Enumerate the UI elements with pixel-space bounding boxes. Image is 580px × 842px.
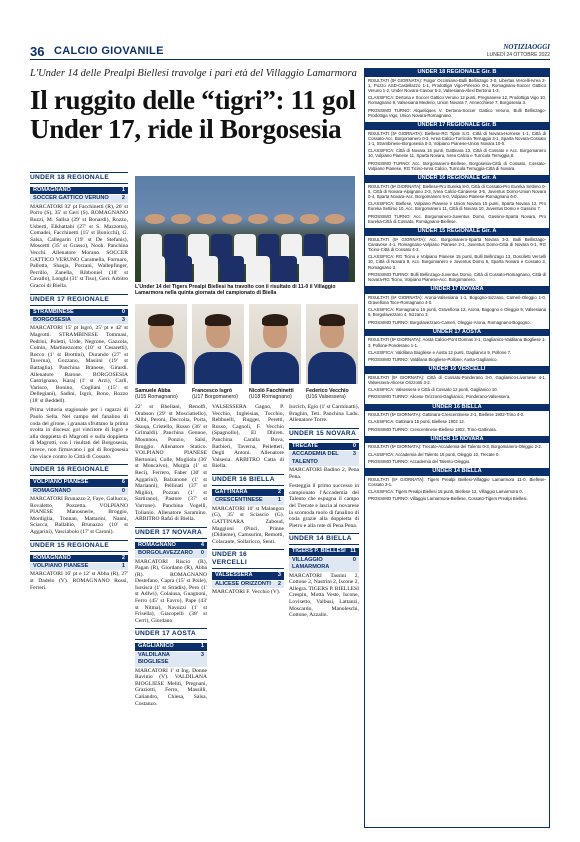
article-headline: Il ruggito delle “tigri”: 11 gol Under 17, ride il Borgosesia	[30, 85, 356, 144]
section-heading: UNDER 15 NOVARA	[289, 428, 359, 440]
match-report: MARCATORI 1' st Ing. Donne Ravinio (V). VALDILANA BIOGLIESE Meliti, Pregnani, Graziotti, Ferro, Massilli, Caliandro, Chiesa, Salsa, Costanzo.	[135, 667, 207, 707]
column-text: Iurcich, Egio (1' st Carminatti), Braghin, Teti. Panchina Ladu. Allenatore Torre.	[289, 404, 359, 424]
section-heading: UNDER 17 REGIONALE	[30, 294, 128, 306]
panel-paragraph: PROSSIMO TURNO: Acc. Borgomanero-Juventus Domo, Gassino-Sparta Novara, Pro Eureka-Città di Cossato, Romagnano-Biellese.	[368, 213, 546, 224]
team-score: 0	[121, 308, 125, 315]
team-name: STRAMBINESE	[33, 308, 74, 315]
panel-paragraph: RISULTATI (5ª GIORNATA): Gattinara-Crescentinese 2-1, Biellese 1902-Trino 4-0.	[368, 412, 525, 418]
panel-band: UNDER 17 AOSTA	[365, 329, 549, 337]
panel-paragraph: CLASSIFICA: Romagnano 15 punti, Gravellona 12, Arona, Bogogno e Oleggio 9, Valsesiana 6, Borgolavezzaro 4, Sizzano 3.	[368, 307, 546, 318]
match-report: MARCATORI 10' st Malangon (G), 35' st Sciascio (G). GATTINARA Zaboud, Maggioni (Pinci, Prinne (Didieme), Camsurim, Remotti, Colacante, Sollaricco, Senti.	[212, 505, 284, 545]
team-score: 1	[277, 497, 281, 504]
panel-paragraph: CLASSIFICA: Valsessera e Città di Cossato 12 punti, Gaglianico 10.	[368, 387, 498, 393]
match-report: MARCATORI Badino 2, Pena Pena.	[289, 467, 359, 480]
team-name: VOLPIANO PIANESE	[33, 563, 89, 569]
portrait-caption: Francesco Isgrò (U17 Borgomanero)	[192, 388, 238, 400]
results-column-4	[289, 404, 359, 828]
team-name: ROMAGNANO	[33, 554, 71, 561]
panel-paragraph: RISULTATI (5ª GIORNATA): Trecate-Accademia del Talento 0-3, Borgomanero-Oleggio 2-2.	[368, 444, 543, 450]
team-name: BORGOLAVEZZARO	[138, 550, 193, 557]
team-score: 11	[350, 548, 356, 555]
team-score: 0	[200, 550, 204, 557]
standings-panel	[364, 68, 550, 828]
score-row	[30, 488, 128, 495]
panel-paragraph: PROSSIMO TURNO: Bulli Bellinzago-Juventus Domo, Città di Cossato-Romagnano, Città di Novara-RG Ticino, Volpiano Pianese-Acc. Borgomanero.	[368, 271, 546, 283]
team-name: CRESCENTINESE	[215, 497, 263, 504]
panel-paragraph: RISULTATI (5ª GIORNATA): Acc. Borgomanero-Sparta Novara 3-2, Bulli Bellinzago-Canavese 4-1, Romagnano-Volpiano Pianese 2-1, Juventus Domo-Città di Novara 0-1, RG Ticino-Città di Cossato 4-2.	[368, 236, 546, 253]
team-name: ROMAGNANO	[33, 487, 71, 494]
panel-paragraph: RISULTATI (5ª GIORNATA): Arona-Valsesiana 1-1, Bogogno-Sizzano, Cameri-Oleggio 1-0, Gravellona Toce-Romagnano 4-0.	[368, 294, 546, 306]
team-name: SOCCER GATTICO VERUNO	[33, 195, 109, 202]
section-heading: UNDER 17 AOSTA	[135, 628, 207, 640]
panel-paragraph: RISULTATI (5ª GIORNATA): Città di Cossato-Ponderano 3-0, Gaglianico-Livornese 4-1, Valsessera-Alicese Orizzonti 3-2.	[368, 374, 546, 386]
player-portrait	[306, 304, 358, 384]
match-report: MARCATORI 16' pt e 12' st Abba (R), 27' st Dadelo (V). ROMAGNANO Rossi, Ferreri.	[30, 571, 128, 591]
team-score: 1	[121, 187, 125, 193]
section-heading: UNDER 16 REGIONALE	[30, 464, 128, 476]
score-row	[30, 317, 128, 324]
page-number: 36	[30, 44, 45, 59]
section-heading: UNDER 17 NOVARA	[135, 527, 207, 539]
panel-paragraph: PROSSIMO TURNO: Accademia del Talento-Oleggio.	[368, 458, 471, 464]
team-score: 1	[121, 563, 125, 569]
score-row	[30, 187, 128, 194]
portrait-caption: Nicolò Facchinetti (U18 Romagnano)	[249, 388, 294, 400]
panel-band: UNDER 14 BIELLA	[365, 468, 549, 476]
score-row	[289, 451, 359, 466]
team-name: ALICESE ORIZZONTI	[215, 580, 271, 587]
panel-paragraph: RISULTATI (5ª GIORNATA): Biellese-Pro Eureka 8-0, Città di Cossato-Pro Eureka Settimo 0-5, Città di Novara-Alpignano 2-3, Ivrea Calcio-Canavese 3-5, Juventus Domo-Union Novara 0-4, Sparta Novara-Acc. Borgomanero 5-0, Volpiano Pianese-Romagnano 6-0.	[368, 183, 546, 200]
brand-logo: NOTIZIAOGGI	[503, 43, 550, 51]
score-row	[135, 643, 207, 650]
article-body: Festeggia il primo successo in campionato l'Accademia del Talento che espugna il campo del Trecate e lascia al novarese la scomoda ruolo di fanalino di coda grazie alla doppietta di Pietro e alla rete di Pena Pena.	[289, 483, 359, 529]
issue-date: LUNEDÌ 24 OTTOBRE 2022	[486, 52, 550, 58]
team-name: TRECATE	[292, 442, 318, 449]
panel-paragraph: RISULTATI (5ª GIORNATA): Aosta Calcio-Pont Donnas 2-1, Gaglianico-Valdilana Biogliese 1-3, Pollone-Ponderano 1-1.	[368, 337, 546, 348]
team-name: BORGOSESIA	[33, 316, 71, 323]
team-name: VALSESSERA	[215, 572, 253, 579]
team-score: 2	[277, 580, 281, 587]
panel-paragraph: CLASSIFICA: Valdilana Biogliese e Aosta 12 punti, Gaglianico 9, Pollone 7.	[368, 349, 512, 355]
team-score: 2	[121, 195, 125, 202]
section-heading: UNDER 15 REGIONALE	[30, 540, 128, 552]
team-score: 2	[121, 554, 125, 561]
team-score: 3	[277, 572, 281, 579]
score-row	[212, 497, 284, 504]
panel-text	[365, 443, 549, 468]
panel-paragraph: CLASSIFICA: Città di Novara 15 punti, Gattinara 13, Città di Cossato e Acc. Borgomanero 10, Volpiano Pianese 11, Sparta Novara, Ivrea Calcio e Turricola Terruggia 8.	[368, 148, 546, 159]
score-row	[30, 309, 128, 316]
section-heading: UNDER 14 BIELLA	[289, 533, 359, 545]
team-score: 3	[200, 651, 204, 658]
score-row	[30, 555, 128, 562]
panel-paragraph: RISULTATI (5ª GIORNATA): Fulgor Occimiano-Bulli Bellinzago 3-0, Libertas Vercelli-Ivrea 2-1, Pozzo ASD-Castellazzo 1-1, Prodottiga Vigo-Pinerolo 0-1, Romagnano-Soccer Gattico Veruno 1-2, Under Novara-Cavour 5-2, Valsesiana-Alexi Dertona 1-3.	[368, 77, 546, 93]
team-score: 0	[121, 487, 125, 494]
results-column-left	[30, 168, 128, 828]
panel-text	[365, 77, 549, 122]
team-name: VALDILANA BIOGLIESE	[138, 651, 170, 666]
section-heading: UNDER 16 VERCELLI	[212, 549, 284, 569]
panel-band: UNDER 16 VERCELLI	[365, 366, 549, 374]
player-portrait	[192, 304, 244, 384]
player-portrait	[135, 304, 187, 384]
panel-paragraph: CLASSIFICA: Tigers Prealpi Biellesi 15 punti, Biellese 12, Villaggio Lamarmora 0.	[368, 489, 523, 495]
match-report: MARCATORI Tassini 2, Cottone 2, Nastrini 2, Iscone 2, Allegra. TIGERS P. BIELLESI Crespin, Motta Veste, Iscone, Lovisetto, Valbusi, Lattanzi, Moscardo, Manoleschi, Cottone, Azzalin.	[289, 572, 359, 619]
panel-text	[365, 374, 549, 404]
team-score: 2	[277, 488, 281, 495]
team-score: 3	[352, 451, 356, 458]
score-row	[212, 581, 284, 588]
panel-band: UNDER 16 BIELLA	[365, 404, 549, 412]
panel-paragraph: PROSSIMO TURNO: Valdilana Biogliese-Pollone, Aosta-Gaglianico.	[368, 357, 498, 363]
team-name: GAGLIANICO	[138, 643, 174, 650]
score-row	[30, 563, 128, 570]
score-row	[30, 195, 128, 202]
team-name: GATTINARA	[215, 488, 248, 495]
panel-paragraph: CLASSIFICA: RG Ticino e Volpiano Pianese 15 punti, Bulli Bellinzago 13, Dosciletti Vercelli 10, Città di Novara 9, Acc. Borgomanero e Juventus Domo 6, Sparta Novara e Cossato 3, Romagnano 3.	[368, 254, 546, 270]
panel-paragraph: CLASSIFICA: Gattinara 15 punti, Biellese 1902 12.	[368, 419, 465, 425]
team-name: TIGERS P. BIELLESI	[292, 548, 346, 555]
score-row	[212, 572, 284, 579]
panel-paragraph: CLASSIFICA: Biellese, Volpiano Pianese e Union Novara 15 punti, Sparta Novara 12, Pro Eureka Settimo 10, Acc. Borgomanero 11, Città di Novara 10, Juventus Domo e Gassino 7.	[368, 201, 546, 212]
team-score: 1	[200, 643, 204, 650]
panel-paragraph: PROSSIMO TURNO: Acc. Borgomanero-Biellese, Borgosesia-Città di Cossato, Cossato-Volpiano Pianese, RG Ticino-Ivrea Calcio, Turricola Terruggia-Città di Novara.	[368, 160, 546, 171]
panel-band: UNDER 15 NOVARA	[365, 436, 549, 444]
panel-band: UNDER 16 REGIONALE Gir. A	[365, 175, 549, 183]
team-name: VILLAGGIO LAMARMORA	[292, 556, 330, 571]
panel-text	[365, 130, 549, 175]
panel-text	[365, 294, 549, 329]
score-row	[212, 489, 284, 496]
match-report: MARCATORI 32' pt Facchinetti (R), 26' st Porro (S), 35' st Geri (S). ROMAGNANO Buzzi, M. Sallsa (29' st Bonardi), Rozzo, Usberti, Elkhattabi (27' st S. Mazzotta), Comadei, Facchinetti (15' st Bonicchi), G. Salsa, Callegarin (19' st De Stefanis), Moscetti (35' st Grasso), Nooh. Panchina Vecchi. Allenatore Morano. SOCCER GATTICO VERUNO Caramella, Formaro, Pallotta, Shaqja, Porzani, Wallepfinger, Perrillo, Zanella, Ribboniel (18' st Cavallo), Longhi (31' st Tiso), Geri. Arbitro Gracoi di Biella.	[30, 203, 128, 289]
portrait-caption: Federico Vecchio (U16 Valsessera)	[306, 388, 349, 400]
team-name: ROMAGNANO	[138, 541, 176, 548]
team-score: 3	[121, 316, 125, 323]
panel-paragraph: RISULTATI (5ª GIORNATA): Tigers Prealpi Biellesi-Villaggio Lamarmora 11-0, Biellese-Cossato 3-1.	[368, 476, 546, 487]
panel-text	[365, 476, 549, 506]
score-row	[135, 550, 207, 557]
team-name: ACCADEMIA DEL TALENTO	[292, 451, 339, 465]
panel-band: UNDER 17 NOVARA	[365, 286, 549, 294]
panel-text	[365, 236, 549, 287]
panel-band: UNDER 18 REGIONALE Gir. B	[365, 69, 549, 77]
team-score: 0	[352, 556, 356, 563]
panel-paragraph: CLASSIFICA: Dertona e Soccer Gattico Veruno 12 punti, Pregnanese 12, Prodottiga Vigo 10, Romagnano 9, Valsesiana Mederio, Union Novara 7, Annecchiese 7, Borgosesia 3.	[368, 95, 546, 106]
panel-paragraph: PROSSIMO TURNO: Borgolavezzaro-Cameri, Oleggio-Arona, Romagnano-Bogogno.	[368, 319, 531, 325]
panel-paragraph: PROSSIMO TURNO: Crescentinese-Biellese 1902, Trino-Gattinara.	[368, 426, 497, 432]
portrait-caption: Samuele Abba (U15 Romagnano)	[135, 388, 178, 400]
panel-text	[365, 411, 549, 436]
score-row	[289, 548, 359, 555]
score-row	[135, 542, 207, 549]
score-row	[289, 557, 359, 572]
section-heading: UNDER 18 REGIONALE	[30, 172, 128, 184]
results-column-3	[212, 404, 284, 828]
match-report: MARCATORI Brunazzo 2, Faye, Gallucco, Rovaletto, Pozzetta. VOLPIANO PIANESE Manosnerie, Broggio, Mordiglia, Tonnan, Mattarini, Nanni, Sciacca, Ballabio, Brunazzo (10' st Aggarini), Vasciabolo (17' st Caroni).	[30, 496, 128, 535]
score-row	[289, 443, 359, 450]
match-report: MARCATORI Riscio (R), Pagan (R), Giordano (R), Abba (R). ROMAGNANO Destefano, Capra (15' st Poile), Iursisca (1' st Stradis), Pero (1' st Adlwi), Colaiusa, Guagnoni, Ferro (45' st Favro), Pape (43' st Nitma), Navuzzi (1' st Frisella), Giacopelli (38' st Cerri), Giordano.	[135, 558, 207, 624]
section-heading: UNDER 16 BIELLA	[212, 474, 284, 486]
team-photo	[135, 176, 355, 282]
section-title: CALCIO GIOVANILE	[54, 45, 164, 57]
panel-paragraph: PROSSIMO TURNO: Alqueliques V. Dertona-Soccer Gattico Veruno, Bulli Bellinzago-Prodottiga Vigo, Union Novara-Romagnano.	[368, 107, 546, 118]
panel-paragraph: PROSSIMO TURNO: Villaggio Lamarmora-Biellese, Cossato-Tigers Prealpi Biellesi.	[368, 496, 528, 502]
results-column-2	[135, 404, 207, 828]
match-report: MARCATORI F. Vecchio (V).	[212, 589, 281, 596]
panel-paragraph: PROSSIMO TURNO: Alicese Orizzonti-Gaglianico, Ponderano-Valsessera.	[368, 394, 511, 400]
team-name: ROMAGNANO	[33, 187, 71, 193]
score-row	[135, 652, 207, 667]
player-portrait	[249, 304, 301, 384]
article-kicker: L'Under 14 delle Prealpi Biellesi travolge i pari età del Villaggio Lamarmora	[30, 68, 357, 79]
team-name: VOLPIANO PIANESE	[33, 479, 89, 486]
score-row	[30, 479, 128, 486]
column-text: 22' st Bhellani, Renolfi, Orabson (29' st Mosciatiello), Alibi, Peroni, Deccolta, Porta, Skuqa, Cristello, Russo (36' st Grimaldi). Panchina Gennoe, Mounnou, Ponzio, Salsi, Broggio. Allenatore Statico. VOLPIANO PIANESE Bertonini, Colle, Mogliola (36' st Moncalvo), Murgia (1' st Reci), Ferrero, Faber (30' st Aggarini), Balzanone (1' st Marianni), Pellinati (37' st Miglio), Pozzan (1' st Sartirano), Pastore (37' st Varrone). Panchina Vogelli, Tolianio. Allenatore Saramino. ARBITRO Rafaï di Biella.	[135, 404, 207, 523]
team-score: 6	[121, 479, 125, 486]
team-score: 4	[200, 541, 204, 548]
article-body: Prima vittoria stagionale per i ragazzi di Paolo Sella. Nel campo del fanalino di coda del girone, i granata sfruttano la prima svolta in discesa: gol vincitore di Isgrò e alla doppietta di Magrotti e sulla doppietta di Magrotti, con i risultati del Borgosesia, invece, non firmavano i gol di Borgosesia che vince contro lo Città di Cossato.	[30, 407, 128, 460]
team-score: 0	[352, 442, 356, 449]
match-report: MARCATORI 15' pt Isgrò, 25' pt e 42' st Magrotti. STRAMBINESE Tommasi, Pedrini, Poletti, Urde, Negrone, Gazzola, Comin, Martinezzotto (10' st Cesaretti), Rocco (1' st Brottini), Durando (27' st Taverna), Gozzano, Masiini (19' st Battaglia). Panchina Branese, Girardi. Allenatore Barone. BORGOSESIA Castrignano, Karaj (1' st Arzi), Carli, Varisco, Bonino, Cogliani (15' st Dellegiani), Sadini, Isgrò, Bono, Rozzo (18' st Beddell).	[30, 325, 128, 404]
panel-paragraph: RISULTATI (5ª GIORNATA): Biellese-RG Tipite S.G. Città di Novara-Hornese 1-1, Città di Cossato-Acc. Borgomanero 0-3, Ivrea Calcio-Turricola Terruggia 3-1, Sparta Novara-Cossato 1-1, Strambinese-Borgosesia 0-3, Volpiano Pianese-Union Novara 10-0.	[368, 130, 546, 147]
panel-paragraph: CLASSIFICA: Accademia del Talento 15 punti, Oleggio 10, Trecate 0.	[368, 451, 500, 457]
panel-text	[365, 183, 549, 228]
team-photo-caption: L'Under 14 dei Tigers Prealpi Biellesi ha travolto con il risultato di 11-0 il Villaggio Lamarmora nella quinta giornata del campionato di Biella	[135, 284, 336, 297]
page-header	[30, 44, 550, 60]
column-text: VALSESSERA Gagno, P. Vecchio, Ingleisias, Tocchio, Rebbuelli, Rugger, Peretti, Russo, Cagnoli, F. Vecchio (Spagnollo), El Dhiren. Panchina Caralla Bova, Barbieri, Taverna, Peiletteri, Degli Antoni. Allenatore Valsesia. ARBITRO Catta di Biella.	[212, 404, 284, 470]
panel-band: UNDER 15 REGIONALE Gir. A	[365, 228, 549, 236]
panel-text	[365, 336, 549, 366]
panel-band: UNDER 17 REGIONALE Gir. B	[365, 122, 549, 130]
